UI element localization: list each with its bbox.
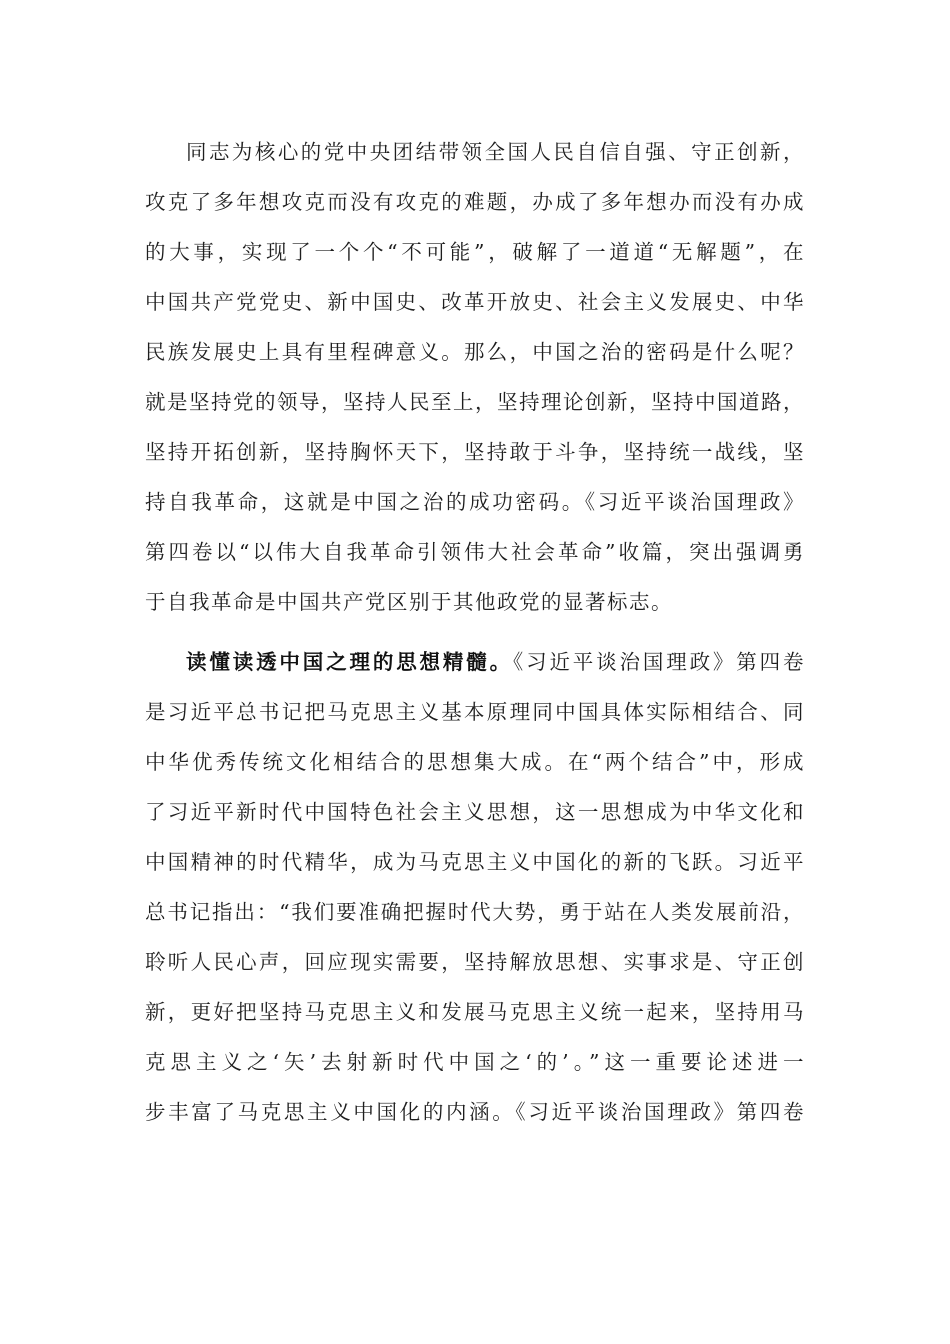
paragraph-line: 持自我革命，这就是中国之治的成功密码。《习近平谈治国理政》	[145, 490, 805, 514]
paragraph-line: 就是坚持党的领导，坚持人民至上，坚持理论创新，坚持中国道路，	[145, 390, 805, 414]
paragraph-2	[145, 637, 805, 1137]
paragraph-line: 民族发展史上具有里程碑意义。那么，中国之治的密码是什么呢？	[145, 340, 805, 364]
paragraph-line: 克思主义之‘矢’去射新时代中国之‘的’。”这一重要论述进一	[145, 1050, 805, 1074]
paragraph-line: 总书记指出：“我们要准确把握时代大势，勇于站在人类发展前沿，	[145, 900, 805, 924]
paragraph-line: 步丰富了马克思主义中国化的内涵。《习近平谈治国理政》第四卷	[145, 1100, 805, 1124]
paragraph-line: 于自我革命是中国共产党区别于其他政党的显著标志。	[145, 590, 673, 614]
paragraph-line: 中国共产党党史、新中国史、改革开放史、社会主义发展史、中华	[145, 290, 805, 314]
paragraph-line: 是习近平总书记把马克思主义基本原理同中国具体实际相结合、同	[145, 700, 805, 724]
paragraph-line: 第四卷以“以伟大自我革命引领伟大社会革命”收篇，突出强调勇	[145, 540, 805, 564]
paragraph-1	[145, 127, 805, 627]
paragraph-line: 新，更好把坚持马克思主义和发展马克思主义统一起来，坚持用马	[145, 1000, 805, 1024]
paragraph-line: 的大事，实现了一个个“不可能”，破解了一道道“无解题”，在	[145, 240, 805, 264]
paragraph-line-rest: 《习近平谈治国理政》第四卷	[512, 650, 805, 674]
paragraph-line: 聆听人民心声，回应现实需要，坚持解放思想、实事求是、守正创	[145, 950, 805, 974]
paragraph-line: 中国精神的时代精华，成为马克思主义中国化的新的飞跃。习近平	[145, 850, 805, 874]
paragraph-line: 了习近平新时代中国特色社会主义思想，这一思想成为中华文化和	[145, 800, 805, 824]
paragraph-first-line	[145, 637, 805, 687]
paragraph-line: 攻克了多年想攻克而没有攻克的难题，办成了多年想办而没有办成	[145, 190, 805, 214]
paragraph-line: 中华优秀传统文化相结合的思想集大成。在“两个结合”中，形成	[145, 750, 805, 774]
paragraph-heading: 读懂读透中国之理的思想精髓。	[186, 650, 513, 674]
paragraph-line: 坚持开拓创新，坚持胸怀天下，坚持敢于斗争，坚持统一战线，坚	[145, 440, 805, 464]
paragraph-line: 同志为核心的党中央团结带领全国人民自信自强、守正创新，	[186, 140, 805, 164]
